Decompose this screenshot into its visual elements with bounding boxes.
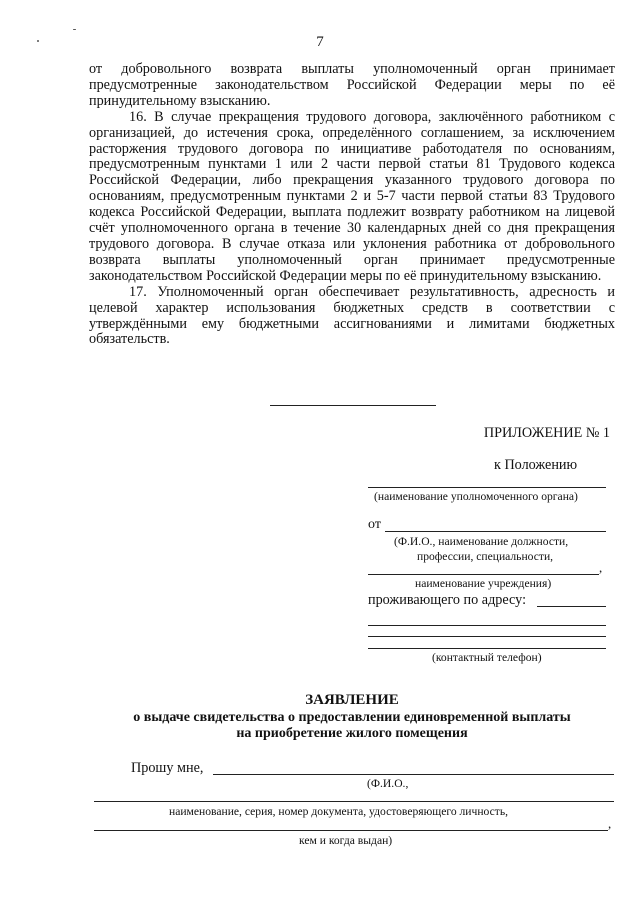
applicant-caption-2: профессии, специальности, <box>417 550 554 563</box>
issued-line[interactable] <box>94 830 608 831</box>
applicant-caption-1: (Ф.И.О., наименование должности, <box>394 535 569 548</box>
institution-caption: наименование учреждения) <box>415 577 552 590</box>
phone-caption: (контактный телефон) <box>432 651 542 664</box>
paragraph-17: 17. Уполномоченный орган обеспечивает результативность, адресность и целевой характер использования бюджетных средств в соответствии с утверждёнными ему бюджетными ассигнованиями и лимитами бюджетных обязательств. <box>89 283 615 348</box>
document-line[interactable] <box>94 801 614 802</box>
appendix-title: ПРИЛОЖЕНИЕ № 1 <box>483 425 610 441</box>
statement-subtitle-2: на приобретение жилого помещения <box>236 726 468 741</box>
address-label: проживающего по адресу: <box>368 592 527 608</box>
paragraph-continuation: от добровольного возврата выплаты уполномоченный орган принимает предусмотренные законодательством Российской Федерации меры по её принудительному взысканию. <box>89 61 615 109</box>
org-name-line[interactable] <box>368 487 606 488</box>
issued-comma: , <box>608 816 612 831</box>
request-fio-caption: (Ф.И.О., <box>367 777 409 790</box>
document-caption: наименование, серия, номер документа, удостоверяющего личность, <box>169 805 509 818</box>
position-comma: , <box>599 560 603 575</box>
position-line[interactable] <box>368 574 599 575</box>
request-name-line[interactable] <box>213 774 614 775</box>
issued-caption: кем и когда выдан) <box>299 834 393 847</box>
address-line-1[interactable] <box>537 606 606 607</box>
address-line-3[interactable] <box>368 636 606 637</box>
statement-subtitle-1: о выдаче свидетельства о предоставлении единовременной выплаты <box>133 710 571 725</box>
request-label: Прошу мне, <box>131 760 204 776</box>
statement-title: ЗАЯВЛЕНИЕ <box>305 692 399 708</box>
from-label: от <box>368 517 381 532</box>
phone-line[interactable] <box>368 648 606 649</box>
body-text <box>89 62 615 348</box>
appendix-subtitle: к Положению <box>494 457 578 473</box>
address-line-2[interactable] <box>368 625 606 626</box>
section-divider <box>270 405 436 406</box>
scan-speck <box>73 29 76 30</box>
applicant-name-line[interactable] <box>385 531 606 532</box>
page-number: 7 <box>316 34 324 50</box>
org-name-caption: (наименование уполномоченного органа) <box>374 490 578 503</box>
paragraph-16: 16. В случае прекращения трудового договора, заключённого работником с организацией, до истечения срока, определённого соглашением, за исключением расторжения трудового договора по инициативе работодателя по основаниям, предусмотренным пунктами 1 или 2 части первой статьи 81 Трудового кодекса Российской Федерации, либо прекращения указанного трудового договора по основаниям, предусмотренным пунктами 2 и 5-7 части первой статьи 83 Трудового кодекса Российской Федерации, выплата подлежит возврату работником на лицевой счёт уполномоченного органа в течение 30 календарных дней со дня прекращения трудового договора. В случае отказа или уклонения работника от добровольного возврата выплаты уполномоченный орган принимает предусмотренные законодательством Российской Федерации меры по её принудительному взысканию. <box>89 108 615 284</box>
